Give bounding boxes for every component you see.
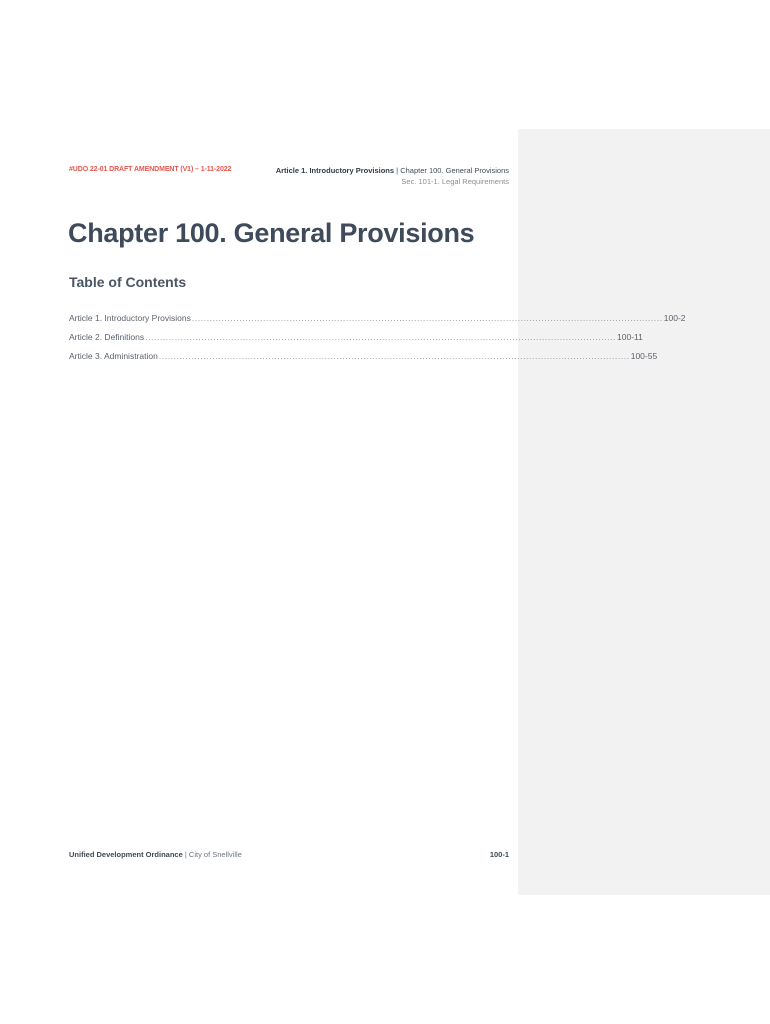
draft-amendment-notice: #UDO 22-01 DRAFT AMENDMENT (V1) – 1-11-2022 (69, 166, 232, 173)
toc-entry-label: Article 2. Definitions (69, 332, 145, 342)
toc-dot-leader: ............................................................................................................................................................... (191, 313, 663, 323)
table-of-contents (69, 313, 686, 370)
running-header-line-1 (260, 165, 509, 176)
toc-dot-leader: ............................................................................................................................................................... (145, 332, 617, 342)
footer-separator: | (182, 850, 189, 859)
toc-entry-article-1[interactable] (69, 313, 686, 332)
toc-entry-label: Article 3. Administration (69, 351, 158, 361)
footer-page-number: 100-1 (489, 850, 509, 859)
toc-heading: Table of Contents (69, 274, 187, 290)
toc-entry-article-3[interactable] (69, 351, 658, 370)
toc-entry-label: Article 1. Introductory Provisions (69, 313, 191, 323)
chapter-title: Chapter 100. General Provisions (68, 218, 475, 248)
toc-dot-leader: ............................................................................................................................................................... (158, 351, 630, 361)
toc-entry-page: 100-55 (630, 351, 658, 361)
toc-entry-article-2[interactable] (69, 332, 643, 351)
header-article: Article 1. Introductory Provisions (275, 166, 395, 175)
comment-pane (518, 129, 770, 895)
header-separator: | (394, 166, 401, 175)
header-section: Sec. 101-1. Legal Requirements (401, 177, 509, 186)
page-footer (69, 850, 242, 859)
toc-entry-page: 100-11 (617, 332, 643, 342)
running-header (260, 165, 509, 187)
toc-entry-page: 100-2 (663, 313, 686, 323)
footer-city: City of Snellville (188, 850, 242, 859)
header-chapter: Chapter 100. General Provisions (400, 166, 509, 175)
footer-document-name: Unified Development Ordinance (69, 850, 183, 859)
